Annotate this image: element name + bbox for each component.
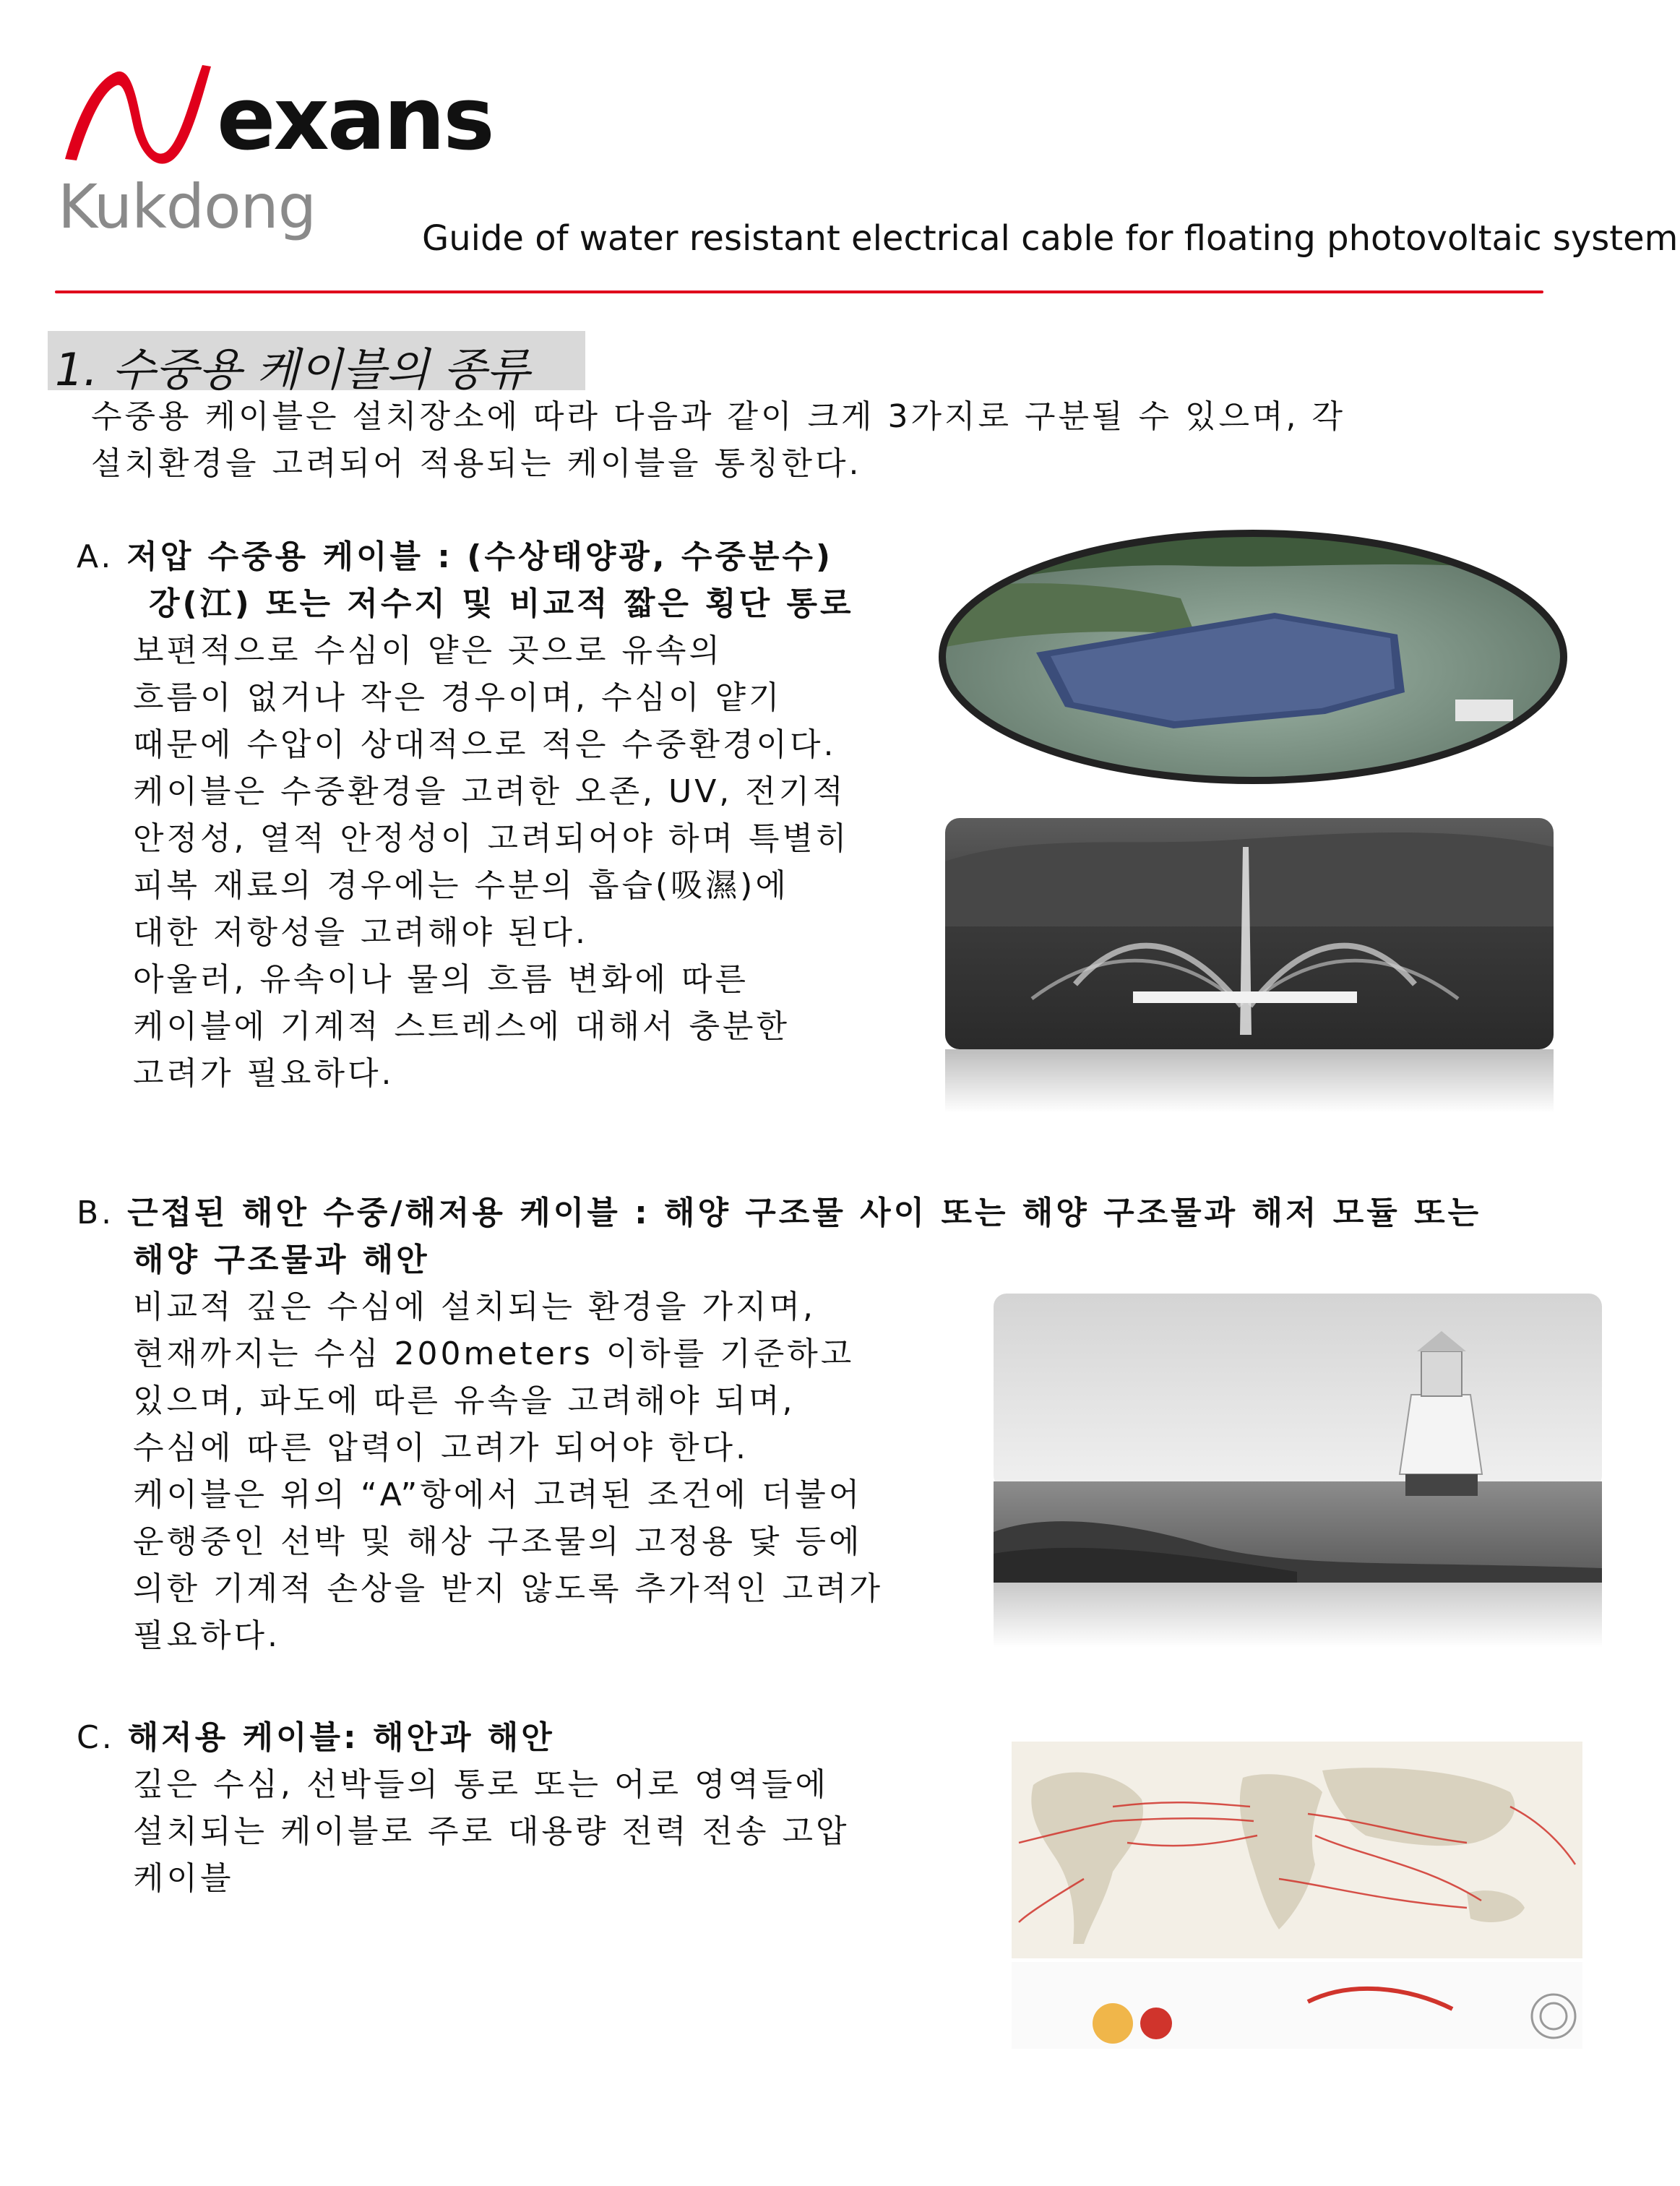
item-b-heading-cont xyxy=(133,1236,430,1283)
item-b-title-line: 근접된 해안 수중/해저용 케이블 : 해양 구조물 사이 또는 해양 구조물과 해저 모듈 또는 xyxy=(127,1195,1482,1231)
item-a-title-line: 저압 수중용 케이블 : (수상태양광, 수중분수) xyxy=(126,538,833,575)
item-b-title-line: 해양 구조물과 해안 xyxy=(133,1242,430,1278)
item-c-marker: C. xyxy=(77,1719,128,1756)
item-a-body-line: 피복 재료의 경우에는 수분의 흡습(吸濕)에 xyxy=(133,867,789,904)
nexans-logo-wordmark: exans xyxy=(217,69,493,170)
item-b-body xyxy=(133,1283,883,1659)
item-b-body-line: 수심에 따른 압력이 고려가 되어야 한다. xyxy=(133,1429,749,1466)
item-a-body xyxy=(133,627,850,1097)
item-b-body-line: 있으며, 파도에 따른 유속을 고려해야 되며, xyxy=(133,1382,796,1419)
item-a-body-line: 안정성, 열적 안정성이 고려되어야 하며 특별히 xyxy=(133,820,850,857)
item-b-heading xyxy=(77,1189,1481,1236)
item-a-body-line: 케이블은 수중환경을 고려한 오존, UV, 전기적 xyxy=(133,773,846,810)
item-b-marker: B. xyxy=(77,1195,128,1231)
item-a-heading xyxy=(77,533,833,580)
item-c-title-line: 해저용 케이블: 해안과 해안 xyxy=(127,1719,555,1756)
item-b-body-line: 비교적 깊은 수심에 설치되는 환경을 가지며, xyxy=(133,1288,816,1325)
item-c-heading xyxy=(77,1714,555,1761)
item-c-body-line: 설치되는 케이블로 주로 대용량 전력 전송 고압 xyxy=(133,1813,850,1850)
header-divider xyxy=(55,291,1543,293)
kukdong-logo-text: Kukdong xyxy=(58,171,316,242)
intro-line: 설치환경을 고려되어 적용되는 케이블을 통칭한다. xyxy=(91,445,862,482)
intro-line: 수중용 케이블은 설치장소에 따라 다음과 같이 크게 3가지로 구분될 수 있으며, 각 xyxy=(91,398,1345,435)
item-b-body-line: 필요하다. xyxy=(133,1617,281,1654)
item-a-body-line: 아울러, 유속이나 물의 흐름 변화에 따른 xyxy=(133,961,749,998)
document-title: Guide of water resistant electrical cable for floating photovoltaic system xyxy=(422,218,1679,259)
item-a-body-line: 고려가 필요하다. xyxy=(133,1055,395,1092)
floating-solar-photo xyxy=(935,526,1571,788)
water-fountain-photo xyxy=(945,818,1554,1113)
item-a-title-line: 강(江) 또는 저수지 및 비교적 짧은 횡단 통로 xyxy=(149,585,854,622)
item-c-body xyxy=(133,1761,850,1902)
item-a-heading-cont xyxy=(149,580,854,627)
nexans-logo-n-mark xyxy=(58,51,224,166)
section-intro xyxy=(91,393,1345,487)
item-a-marker: A. xyxy=(77,538,127,575)
item-a-body-line: 때문에 수압이 상대적으로 적은 수중환경이다. xyxy=(133,726,837,763)
section-heading: 1. 수중용 케이블의 종류 xyxy=(55,343,530,396)
item-b-body-line: 현재까지는 수심 200meters 이하를 기준하고 xyxy=(133,1335,855,1372)
item-a-body-line: 흐름이 없거나 작은 경우이며, 수심이 얕기 xyxy=(133,679,783,716)
item-b-body-line: 케이블은 위의 “A”항에서 고려된 조건에 더불어 xyxy=(133,1476,863,1513)
item-b-body-line: 의한 기계적 손상을 받지 않도록 추가적인 고려가 xyxy=(133,1570,883,1607)
item-a-body-line: 케이블에 기계적 스트레스에 대해서 충분한 xyxy=(133,1008,791,1045)
item-a-body-line: 보편적으로 수심이 얕은 곳으로 유속의 xyxy=(133,632,723,669)
item-c-body-line: 깊은 수심, 선박들의 통로 또는 어로 영역들에 xyxy=(133,1766,829,1803)
item-a-body-line: 대한 저항성을 고려해야 된다. xyxy=(133,914,588,951)
item-b-body-line: 운행중인 선박 및 해상 구조물의 고정용 닻 등에 xyxy=(133,1523,863,1560)
item-c-body-line: 케이블 xyxy=(133,1860,234,1897)
lighthouse-photo xyxy=(994,1294,1602,1648)
submarine-cable-map xyxy=(1004,1734,1590,2056)
